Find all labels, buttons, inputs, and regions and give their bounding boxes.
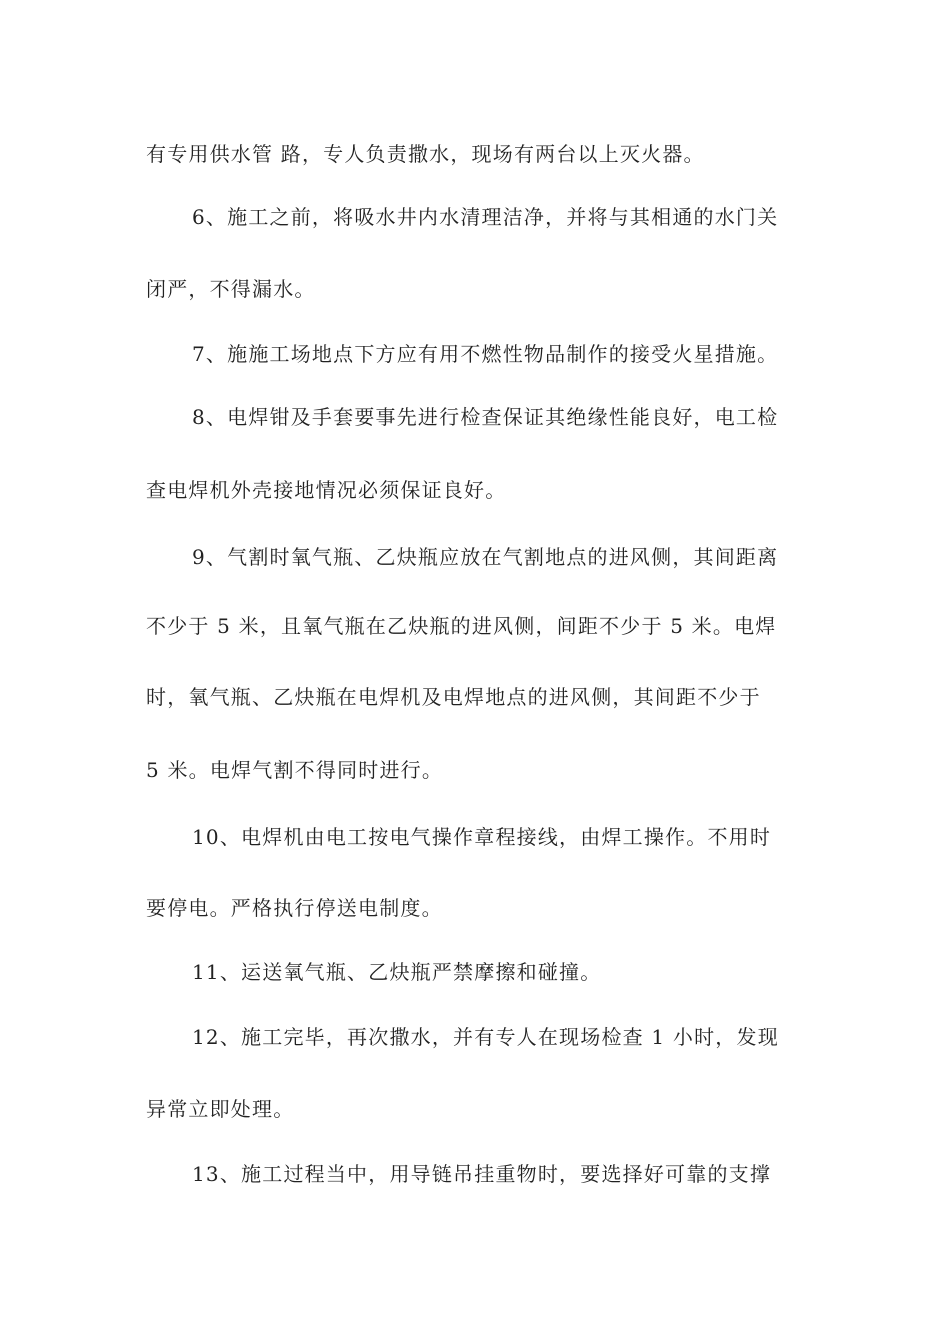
text-line-15: 异常立即处理。 [146, 1097, 295, 1121]
text-line-9: 时，氧气瓶、乙炔瓶在电焊机及电焊地点的进风侧，其间距不少于 [146, 685, 761, 709]
text-line-4: 7、施施工场地点下方应有用不燃性物品制作的接受火星措施。 [192, 342, 779, 366]
text-line-14: 12、施工完毕，再次撒水，并有专人在现场检查 1 小时，发现 [192, 1025, 779, 1049]
text-line-5: 8、电焊钳及手套要事先进行检查保证其绝缘性能良好，电工检 [192, 405, 779, 429]
text-line-16: 13、施工过程当中，用导链吊挂重物时，要选择好可靠的支撑 [192, 1162, 772, 1186]
text-line-7: 9、气割时氧气瓶、乙炔瓶应放在气割地点的进风侧，其间距离 [192, 545, 779, 569]
text-line-2: 6、施工之前，将吸水井内水清理洁净，并将与其相通的水门关 [192, 205, 779, 229]
text-line-1: 有专用供水管 路，专人负责撒水，现场有两台以上灭火器。 [146, 142, 705, 166]
text-line-6: 查电焊机外壳接地情况必须保证良好。 [146, 478, 507, 502]
text-line-10: 5 米。电焊气割不得同时进行。 [146, 758, 444, 782]
text-line-11: 10、电焊机由电工按电气操作章程接线，由焊工操作。不用时 [192, 825, 772, 849]
text-line-8: 不少于 5 米，且氧气瓶在乙炔瓶的进风侧，间距不少于 5 米。电焊 [146, 614, 777, 638]
text-line-12: 要停电。严格执行停送电制度。 [146, 896, 443, 920]
text-line-13: 11、运送氧气瓶、乙炔瓶严禁摩擦和碰撞。 [192, 960, 602, 984]
text-line-3: 闭严，不得漏水。 [146, 277, 316, 301]
